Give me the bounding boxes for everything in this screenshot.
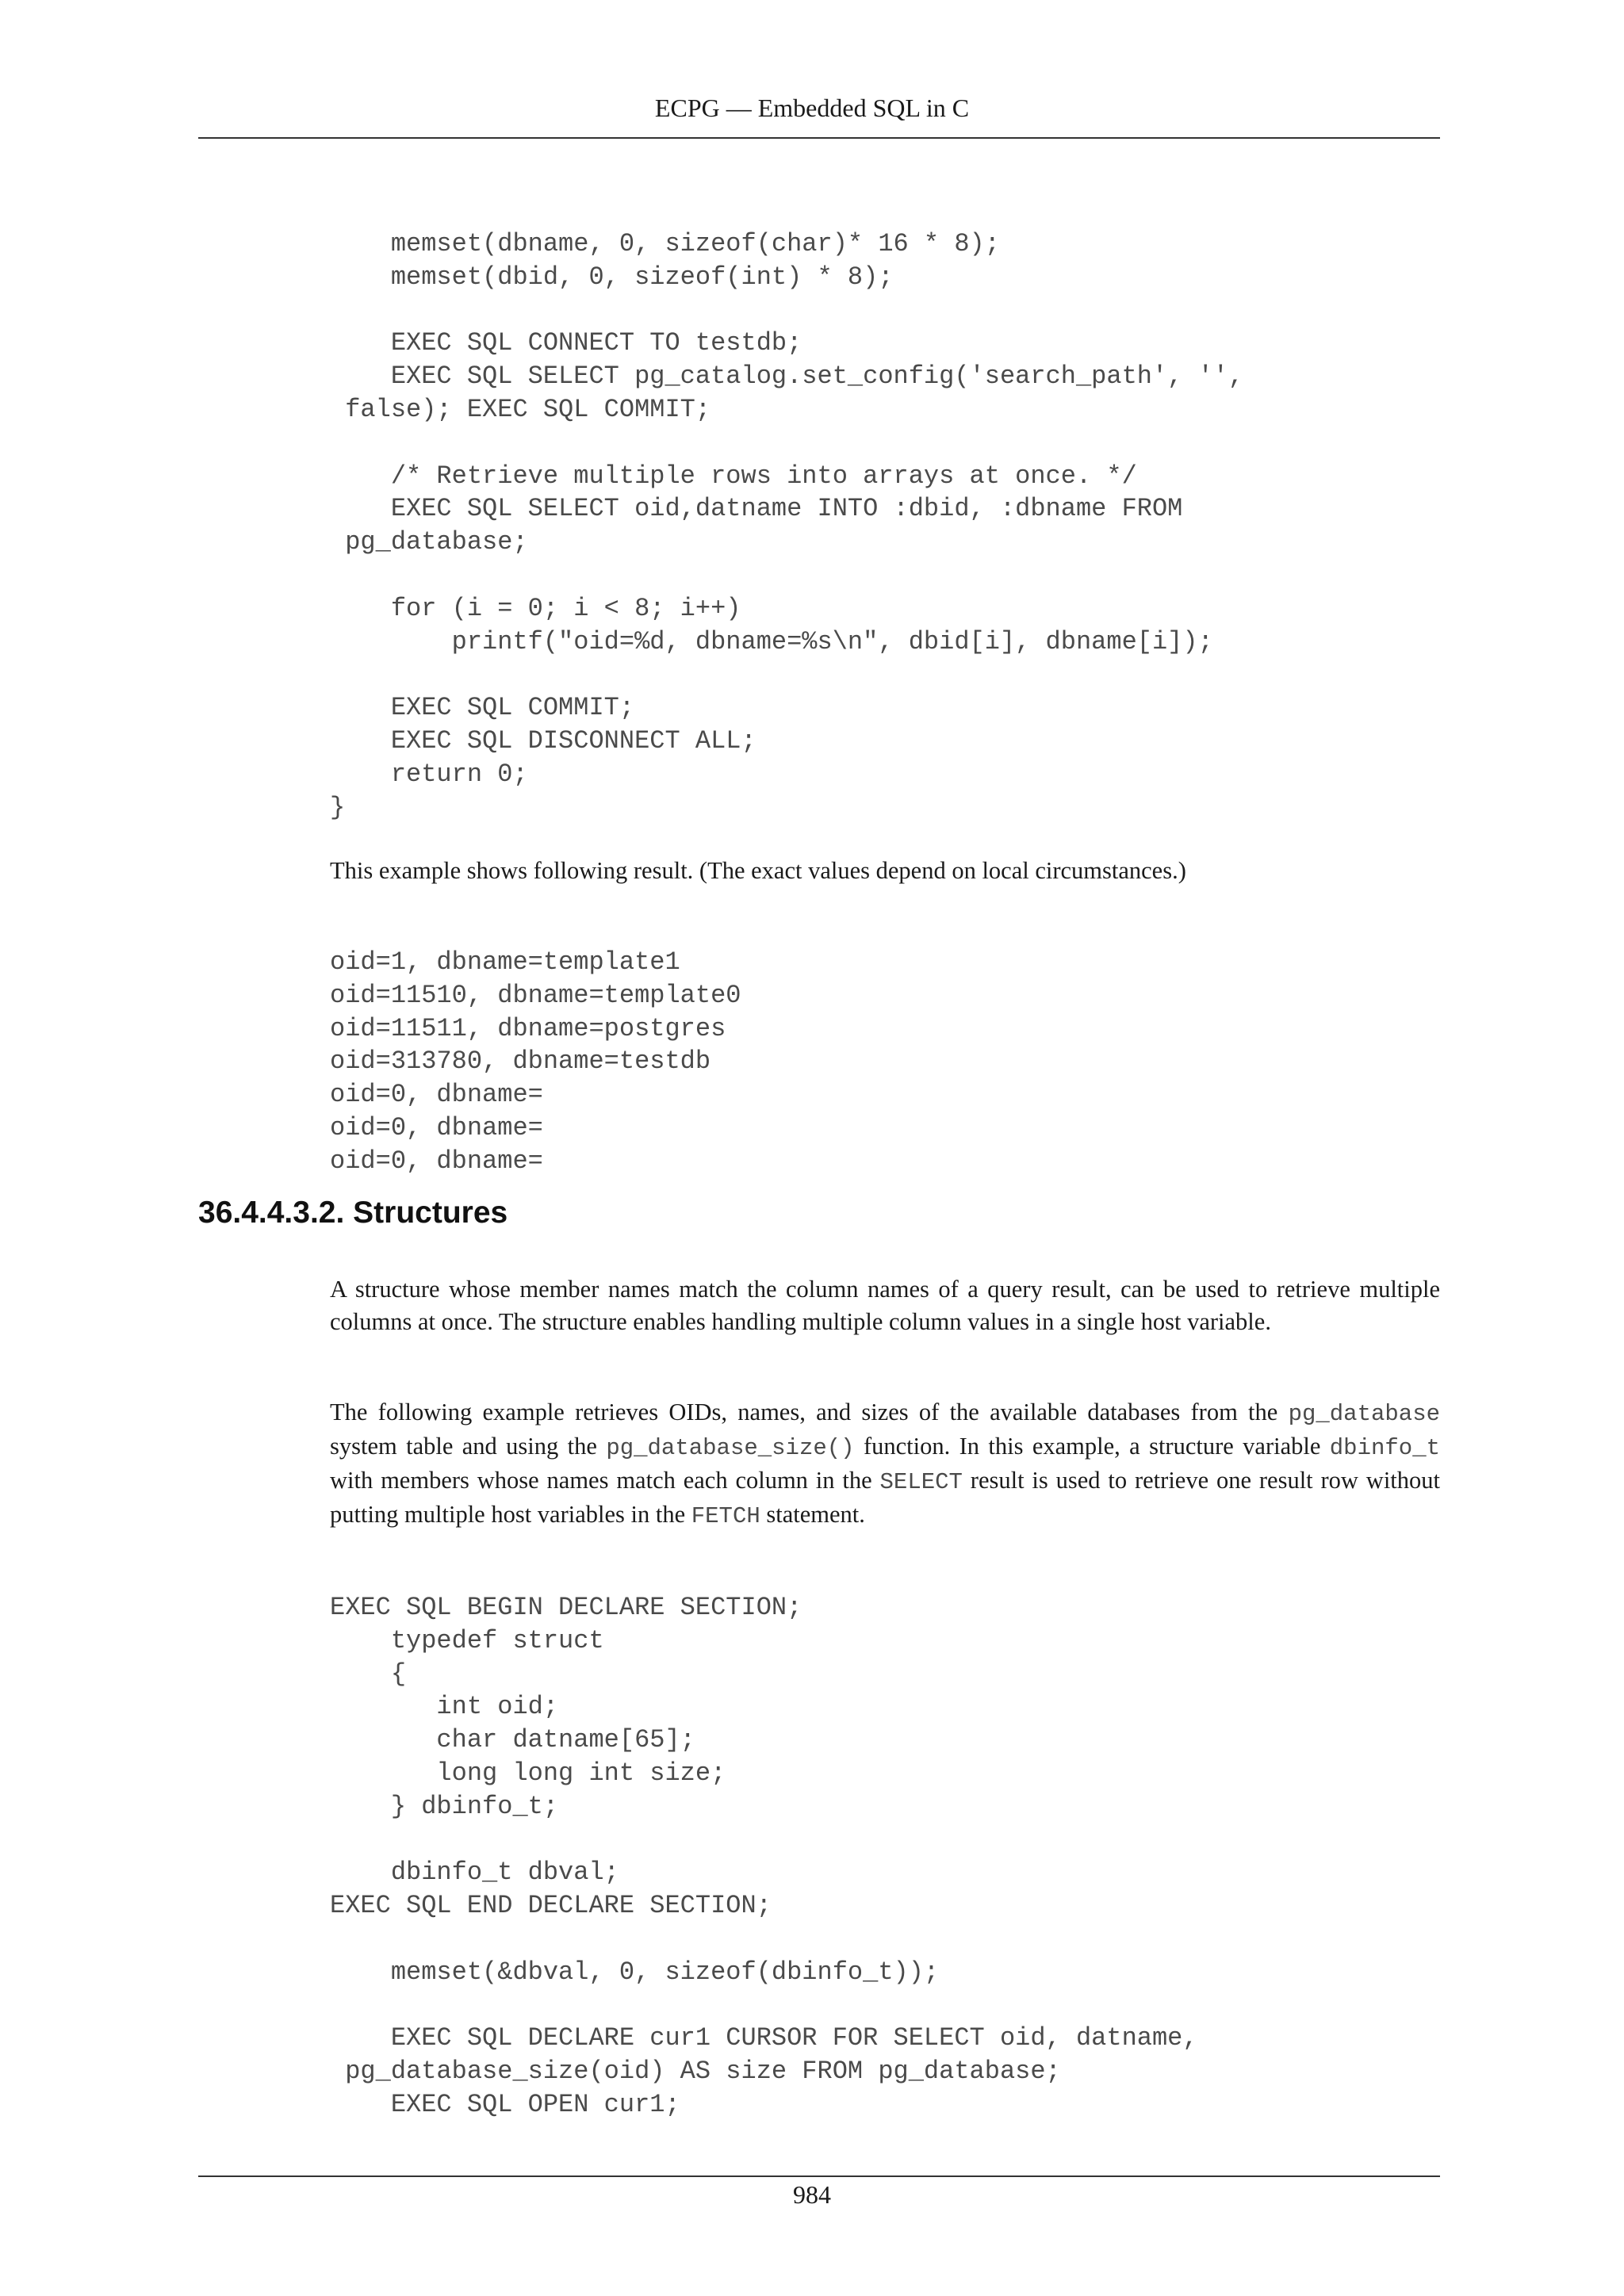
structures-example-paragraph <box>330 1396 1440 1533</box>
page-number: 984 <box>793 2180 831 2209</box>
paragraph-text: The following example retrieves OIDs, names, and sizes of the available databases from the <box>330 1399 1289 1425</box>
paragraph-text: function. In this example, a structure variable <box>854 1433 1330 1460</box>
inline-code-select: SELECT <box>879 1469 963 1495</box>
footer-rule <box>198 2175 1440 2177</box>
paragraph-text: system table and using the <box>330 1433 607 1460</box>
paragraph-text: result is used to retrieve one result row without putting multiple host variables in the <box>330 1467 1440 1528</box>
result-output-block: oid=1, dbname=template1 oid=11510, dbname=template0 oid=11511, dbname=postgres oid=313780, dbname=testdb oid=0, dbname= oid=0, dbname= oid=0, dbname= <box>330 947 741 1176</box>
inline-code-pg-database: pg_database <box>1288 1401 1440 1427</box>
section-heading: 36.4.4.3.2. Structures <box>198 1196 508 1230</box>
code-block-array-example: memset(dbname, 0, sizeof(char)* 16 * 8); memset(dbid, 0, sizeof(int) * 8); EXEC SQL CONNECT TO testdb; EXEC SQL SELECT pg_catalog.set_config('search_path', '', false); EXEC SQL COMMIT; /* Retrieve multiple rows into arrays at once. */ EXEC SQL SELECT oid,datname INTO :dbid, :dbname FROM pg_database; for (i = 0; i < 8; i++) printf("oid=%d, dbname=%s\n", dbid[i], dbname[i]); EXEC SQL COMMIT; EXEC SQL DISCONNECT ALL; return 0; } <box>330 229 1244 822</box>
inline-code-fetch: FETCH <box>691 1503 760 1529</box>
code-block-struct-example: EXEC SQL BEGIN DECLARE SECTION; typedef struct { int oid; char datname[65]; long long int size; } dbinfo_t; dbinfo_t dbval; EXEC SQL END DECLARE SECTION; memset(&dbval, 0, sizeof(dbinfo_t)); EXEC SQL DECLARE cur1 CURSOR FOR SELECT oid, datname, pg_database_size(oid) AS size FROM pg_database; EXEC SQL OPEN cur1; <box>330 1593 1198 2119</box>
running-header: ECPG — Embedded SQL in C <box>654 94 970 122</box>
inline-code-dbinfo-t: dbinfo_t <box>1329 1435 1441 1461</box>
paragraph-text: with members whose names match each column in the <box>330 1467 880 1494</box>
header-rule <box>198 137 1440 139</box>
structures-intro-paragraph: A structure whose member names match the column names of a query result, can be used to retrieve multiple columns at once. The structure enables handling multiple column values in a single host variable. <box>330 1276 1440 1335</box>
paragraph-text: statement. <box>760 1501 865 1528</box>
result-intro-text: This example shows following result. (The exact values depend on local circumstances.) <box>330 857 1186 884</box>
inline-code-pg-database-size: pg_database_size() <box>606 1435 855 1461</box>
